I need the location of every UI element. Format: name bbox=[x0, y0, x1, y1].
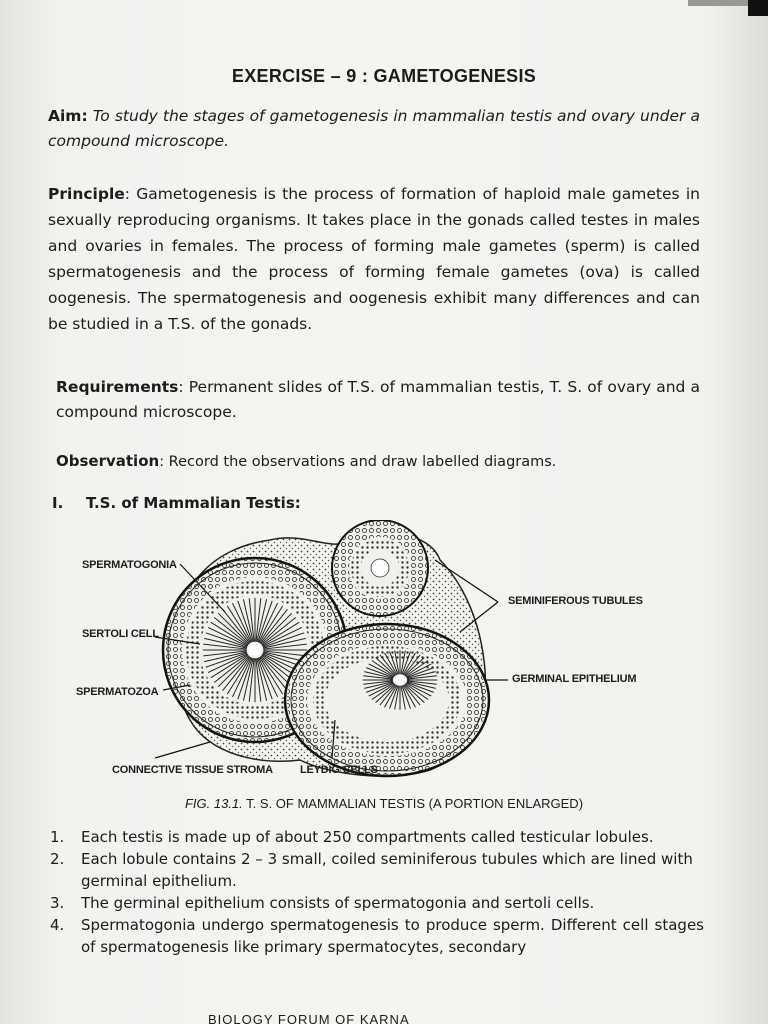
observation-paragraph bbox=[56, 449, 700, 475]
requirements-label: Requirements bbox=[56, 378, 179, 396]
observation-label: Observation bbox=[56, 452, 160, 470]
caption-text: T. S. OF MAMMALIAN TESTIS (A PORTION ENLARGED) bbox=[246, 796, 584, 811]
page-title: EXERCISE – 9 : GAMETOGENESIS bbox=[231, 66, 537, 86]
aim-label: Aim: bbox=[48, 107, 88, 125]
label-spermatogonia: SPERMATOGONIA bbox=[82, 559, 177, 571]
seminiferous-tubule-top bbox=[332, 520, 428, 616]
principle-label: Principle bbox=[48, 185, 125, 203]
seminiferous-tubule-right bbox=[285, 624, 489, 776]
page-footer: BIOLOGY FORUM OF KARNA bbox=[208, 1012, 410, 1024]
label-connective-tissue-stroma: CONNECTIVE TISSUE STROMA bbox=[112, 764, 273, 776]
list-item: 1. Each testis is made up of about 250 compartments called testicular lobules. bbox=[50, 828, 654, 846]
corner-mark bbox=[748, 0, 768, 16]
section-heading bbox=[52, 494, 301, 512]
requirements-paragraph bbox=[56, 375, 700, 424]
principle-paragraph bbox=[48, 181, 700, 337]
figure-caption bbox=[0, 796, 768, 811]
label-leydig-cells: LEYDIG CELLS bbox=[300, 764, 378, 776]
requirements-text: : Permanent slides of T.S. of mammalian testis, T. S. of ovary and a compound microscope. bbox=[56, 378, 700, 421]
label-spermatozoa: SPERMATOZOA bbox=[76, 686, 159, 698]
aim-paragraph bbox=[48, 104, 700, 153]
observation-list bbox=[50, 826, 704, 958]
testis-figure bbox=[60, 520, 700, 785]
list-item: 2. Each lobule contains 2 – 3 small, coiled seminiferous tubules which are lined with germinal epithelium. bbox=[50, 850, 693, 890]
section-number: I. bbox=[52, 494, 64, 512]
label-germinal-epithelium: GERMINAL EPITHELIUM bbox=[512, 673, 637, 685]
caption-figure-number: FIG. 13.1. bbox=[184, 796, 243, 811]
observation-text: : Record the observations and draw labelled diagrams. bbox=[159, 454, 557, 470]
page-edge-shadow bbox=[688, 0, 748, 6]
label-sertoli-cell: SERTOLI CELL bbox=[82, 628, 159, 640]
label-seminiferous-tubules: SEMINIFEROUS TUBULES bbox=[508, 595, 643, 607]
principle-text: : Gametogenesis is the process of formation of haploid male gametes in sexually reproducing organisms. It takes place in the gonads called testes in males and ovaries in females. The process of forming male gametes (sperm) is called spermatogenesis and the process of forming female gametes (ova) is called oogenesis. The spermatogenesis and oogenesis exhibit many differences and can be studied in a T.S. of the gonads. bbox=[48, 185, 700, 333]
list-item: 4. Spermatogonia undergo spermatogenesis to produce sperm. Different cell stages of spermatogenesis like primary spermatocytes, secondary bbox=[50, 916, 704, 956]
section-heading-text: T.S. of Mammalian Testis: bbox=[86, 494, 301, 512]
list-item: 3. The germinal epithelium consists of spermatogonia and sertoli cells. bbox=[50, 894, 595, 912]
aim-text: To study the stages of gametogenesis in mammalian testis and ovary under a compound microscope. bbox=[48, 107, 700, 150]
